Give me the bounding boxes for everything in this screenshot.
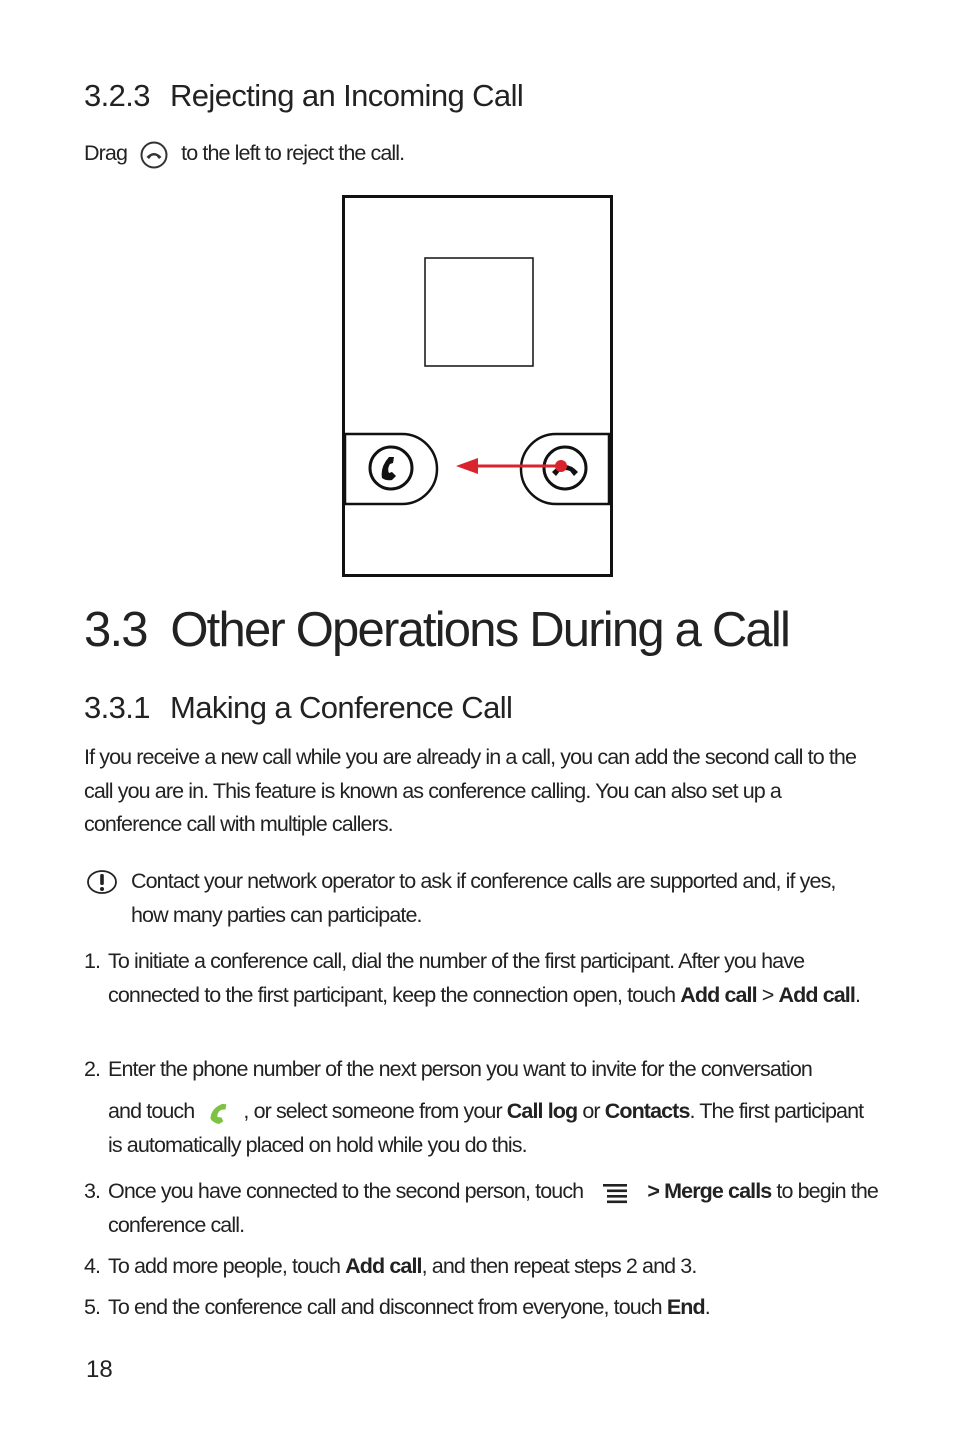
step-3-text: Once you have connected to the second person, touch > Merge calls to begin the conference call.	[108, 1175, 878, 1243]
call-log-label: Call log	[506, 1099, 578, 1123]
step-2-number: 2.	[84, 1057, 101, 1081]
step-4-text: To add more people, touch Add call, and then repeat steps 2 and 3.	[108, 1254, 697, 1278]
step-3-number: 3.	[84, 1179, 101, 1203]
green-call-icon	[199, 1096, 243, 1130]
heading-number: 3.3	[84, 603, 147, 657]
menu-separator: >	[647, 1179, 660, 1203]
menu-icon	[588, 1176, 642, 1210]
page-number: 18	[86, 1356, 113, 1383]
add-call-label: Add call	[778, 982, 855, 1007]
drag-label: Drag	[84, 141, 128, 165]
drag-instruction	[84, 137, 404, 171]
note-icon	[86, 868, 118, 903]
heading-title: Rejecting an Incoming Call	[170, 78, 524, 113]
heading-number: 3.2.3	[84, 78, 150, 113]
end-call-icon	[132, 138, 176, 172]
add-call-label: Add call	[680, 982, 757, 1007]
note-text: Contact your network operator to ask if conference calls are supported and, if yes, how many parties can participate.	[131, 869, 836, 927]
heading-3-2-3	[84, 78, 523, 114]
contacts-label: Contacts	[604, 1099, 690, 1123]
heading-3-3-1	[84, 690, 512, 726]
heading-title: Other Operations During a Call	[170, 603, 790, 657]
step-1-text: To initiate a conference call, dial the number of the first participant. After you have connected to the first participant, keep the connection open, touch Add call > Add call.	[108, 949, 861, 1007]
heading-3-3	[84, 602, 789, 658]
step-5-text: To end the conference call and disconnect from everyone, touch End.	[108, 1295, 710, 1319]
end-label: End	[666, 1295, 705, 1319]
heading-title: Making a Conference Call	[170, 690, 513, 725]
drag-rest: to the left to reject the call.	[181, 141, 405, 165]
heading-number: 3.3.1	[84, 690, 150, 725]
phone-reject-illustration	[342, 195, 613, 577]
step-4-number: 4.	[84, 1254, 101, 1278]
step-2-line-1: Enter the phone number of the next person you want to invite for the conversation	[108, 1057, 812, 1081]
step-5-number: 5.	[84, 1295, 101, 1319]
answer-slider-handle	[345, 434, 437, 504]
caller-photo-placeholder	[425, 258, 533, 366]
intro-paragraph: If you receive a new call while you are already in a call, you can add the second call to the call you are in. This feature is known as conference calling. You can also set up a conference call with multiple callers.	[84, 745, 857, 836]
step-2-text: and touch , or select someone from your Call log or Contacts. The first participant is automatically placed on hold while you do this.	[108, 1095, 878, 1163]
step-1-number: 1.	[84, 949, 101, 973]
merge-calls-label: Merge calls	[664, 1179, 772, 1203]
add-call-label: Add call	[345, 1254, 422, 1278]
